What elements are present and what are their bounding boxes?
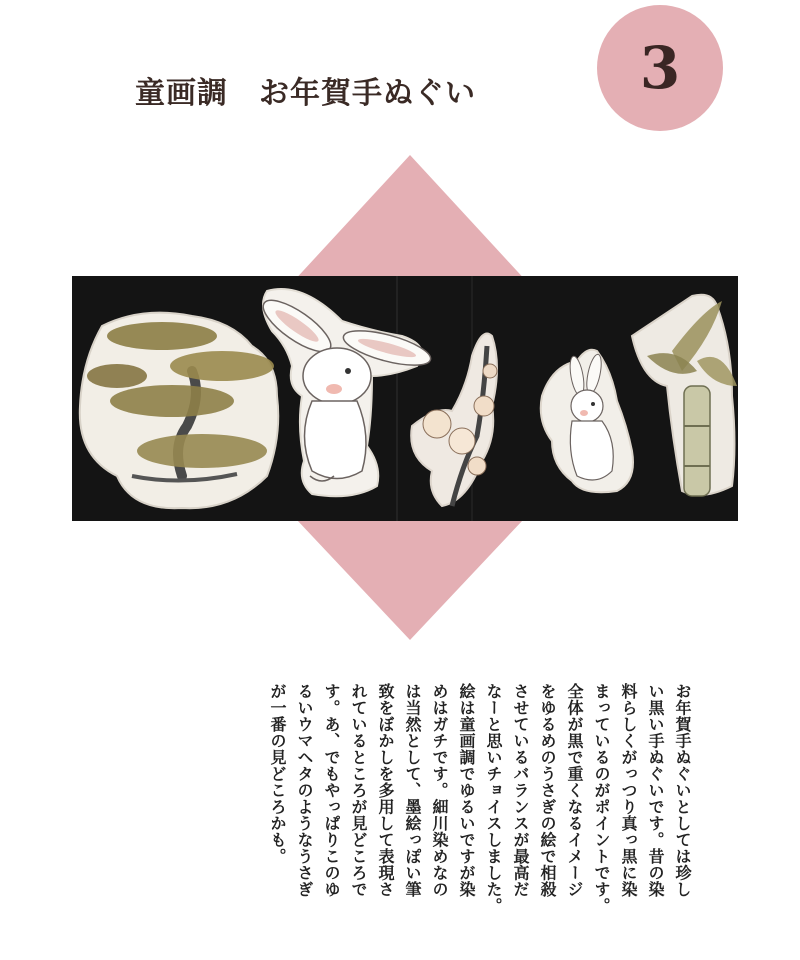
body-line: が一番の見どころかも。 — [268, 683, 287, 865]
body-line: めはガチです。細川染めなの — [430, 683, 449, 898]
body-line: い黒い手ぬぐいです。昔の染 — [646, 683, 665, 898]
body-line: まっているのがポイントです。 — [592, 683, 611, 914]
body-line: させているバランスが最高だ — [511, 683, 530, 898]
body-line: 絵は童画調でゆるいですが染 — [457, 683, 476, 898]
section-number: 3 — [639, 34, 681, 102]
body-line: 全体が黒で重くなるイメージ — [565, 683, 584, 898]
page-title: 童画調 お年賀手ぬぐい — [135, 76, 476, 112]
body-line: をゆるめのうさぎの絵で相殺 — [538, 683, 557, 898]
section-number-badge — [597, 5, 723, 131]
towel-illustration — [72, 276, 738, 521]
body-line: す。あ、でもやっぱりこのゆ — [322, 683, 341, 898]
body-line: なーと思いチョイスしました。 — [484, 683, 503, 914]
body-line: お年賀手ぬぐいとしては珍し — [673, 683, 692, 898]
body-line: は当然として、墨絵っぽい筆 — [403, 683, 422, 898]
body-line: れているところが見どころで — [349, 683, 368, 898]
body-line: 致をぼかしを多用して表現さ — [376, 683, 395, 898]
body-line: 料らしくがっつり真っ黒に染 — [619, 683, 638, 898]
body-line: るいウマヘタのようなうさぎ — [295, 683, 314, 898]
body-text — [264, 683, 696, 953]
